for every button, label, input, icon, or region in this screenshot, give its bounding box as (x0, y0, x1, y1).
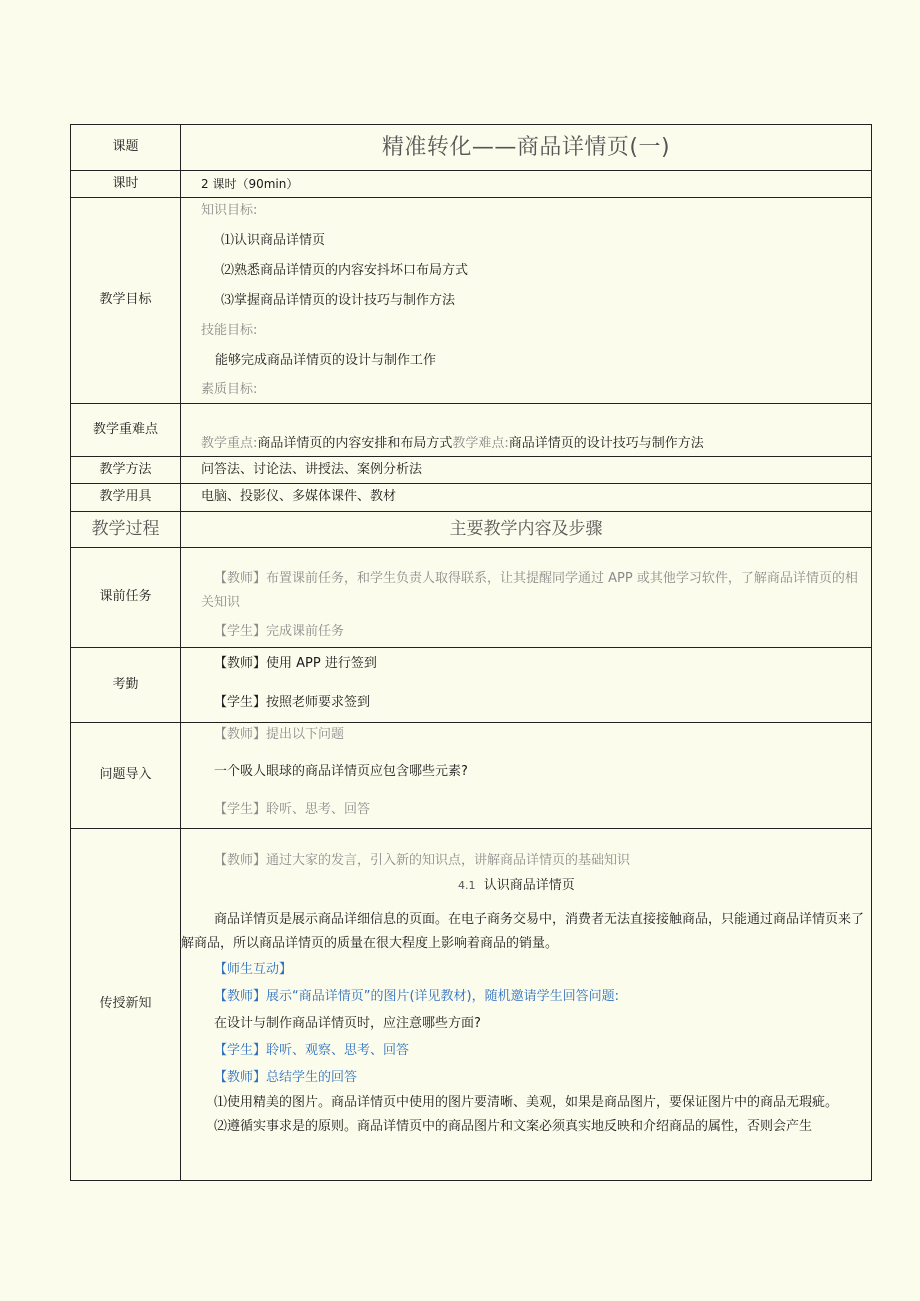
knowledge-item-3: ⑶掌握商品详情页的设计技巧与制作方法 (221, 293, 456, 308)
skill-heading: 技能目标: (201, 323, 258, 338)
row-attendance (71, 648, 872, 723)
keypoints-label: 教学重难点 (71, 404, 181, 457)
intro-student-tag: 【学生】 (214, 802, 267, 817)
row-methods (71, 457, 872, 484)
nk-teacher-2: 【教师】展示“商品详情页”的图片(详见教材)，随机邀请学生回答问题: (214, 989, 619, 1004)
nk-teacher (181, 853, 869, 878)
hours-value: 2 课时（90min） (181, 171, 872, 198)
methods-value: 问答法、讨论法、讲授法、案例分析法 (181, 457, 872, 484)
intro-teacher (214, 727, 871, 764)
key-tag: 教学重点: (201, 435, 258, 451)
intro-teacher-text: 提出以下问题 (266, 727, 345, 742)
pre-task-content (181, 548, 872, 648)
nk-section-heading (181, 878, 869, 908)
attendance-student: 【学生】按照老师要求签到 (214, 695, 371, 710)
pre-task-student-tag: 【学生】 (214, 624, 267, 639)
process-left-header: 教学过程 (71, 512, 181, 548)
new-knowledge-content (181, 829, 872, 1181)
lesson-plan-table (70, 124, 872, 1181)
row-tools (71, 484, 872, 512)
pre-task-student-text: 完成课前任务 (266, 624, 345, 639)
intro-content (181, 723, 872, 829)
process-right-header: 主要教学内容及步骤 (181, 512, 872, 548)
tools-value: 电脑、投影仪、多媒体课件、教材 (181, 484, 872, 512)
attendance-label: 考勤 (71, 648, 181, 723)
knowledge-heading: 知识目标: (201, 203, 258, 218)
key-text: 商品详情页的内容安排和布局方式 (257, 435, 453, 451)
quality-heading: 素质目标: (201, 382, 258, 397)
nk-student-2: 【学生】聆听、观察、思考、回答 (214, 1043, 410, 1058)
topic-title: 精准转化——商品详情页(一) (181, 125, 872, 171)
knowledge-item-1: ⑴认识商品详情页 (221, 233, 326, 248)
row-process-header (71, 512, 872, 548)
nk-interaction-heading: 【师生互动】 (214, 962, 293, 977)
tools-label: 教学用具 (71, 484, 181, 512)
pre-task-label: 课前任务 (71, 548, 181, 648)
knowledge-item-2: ⑵熟悉商品详情页的内容安抖坏口布局方式 (221, 263, 469, 278)
nk-teacher-tag: 【教师】 (214, 853, 267, 868)
pre-task-teacher-text: 布置课前任务，和学生负责人取得联系，让其提醒同学通过 APP 或其他学习软件，了解商品详情页的相关知识 (201, 571, 858, 610)
difficulty-text: 商品详情页的设计技巧与制作方法 (508, 435, 704, 451)
hours-label: 课时 (71, 171, 181, 198)
nk-section-title: 认识商品详情页 (483, 878, 575, 893)
nk-point-2: ⑵遵循实事求是的原则。商品详情页中的商品图片和文案必须真实地反映和介绍商品的属性，否则会产生 (214, 1119, 813, 1134)
intro-student-text: 聆听、思考、回答 (266, 802, 371, 817)
row-topic (71, 125, 872, 171)
pre-task-teacher (201, 567, 867, 615)
pre-task-student (201, 624, 867, 640)
nk-paragraph-1: 商品详情页是展示商品详细信息的页面。在电子商务交易中，消费者无法直接接触商品，只能通过商品详情页来了解商品，所以商品详情页的质量在很大程度上影响着商品的销量。 (181, 912, 865, 951)
row-hours (71, 171, 872, 198)
attendance-teacher: 【教师】使用 APP 进行签到 (214, 656, 377, 671)
nk-question-2: 在设计与制作商品详情页时，应注意哪些方面? (214, 1016, 481, 1031)
intro-label: 问题导入 (71, 723, 181, 829)
nk-teacher-3: 【教师】总结学生的回答 (214, 1070, 358, 1085)
intro-student (214, 802, 871, 818)
nk-point-1: ⑴使用精美的图片。商品详情页中使用的图片要清晰、美观，如果是商品图片，要保证图片中的商品无瑕疵。 (214, 1095, 839, 1110)
goals-content (181, 198, 872, 404)
intro-teacher-tag: 【教师】 (214, 727, 267, 742)
nk-teacher-text: 通过大家的发言，引入新的知识点，讲解商品详情页的基础知识 (266, 853, 631, 868)
new-knowledge-label: 传授新知 (71, 829, 181, 1181)
topic-label: 课题 (71, 125, 181, 171)
row-intro (71, 723, 872, 829)
row-goals (71, 198, 872, 404)
goals-label: 教学目标 (71, 198, 181, 404)
intro-question: 一个吸人眼球的商品详情页应包含哪些元素? (214, 764, 468, 779)
row-keypoints (71, 404, 872, 457)
attendance-content (181, 648, 872, 723)
row-new-knowledge (71, 829, 872, 1181)
nk-section-number: 4.1 (458, 879, 476, 892)
pre-task-teacher-tag: 【教师】 (214, 571, 267, 586)
skill-item: 能够完成商品详情页的设计与制作工作 (215, 353, 437, 368)
methods-label: 教学方法 (71, 457, 181, 484)
difficulty-tag: 教学难点: (452, 435, 509, 451)
keypoints-content (181, 404, 872, 457)
row-pre-task (71, 548, 872, 648)
